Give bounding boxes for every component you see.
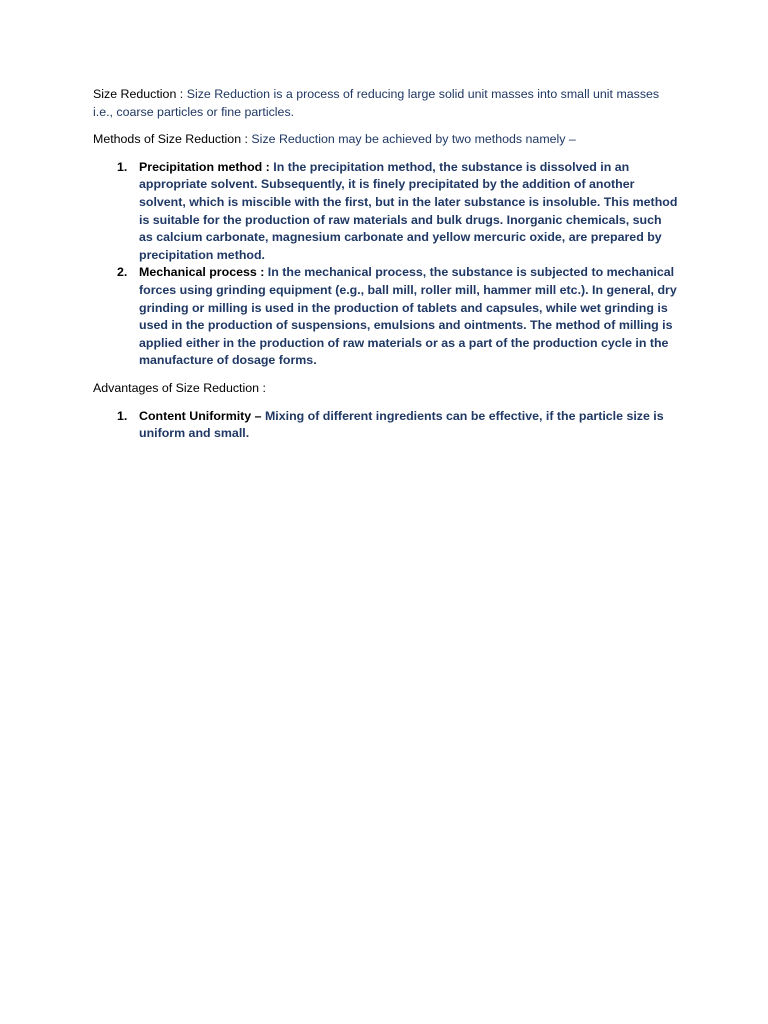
precipitation-text: In the precipitation method, the substance is dissolved in an appropriate solvent. Subsequently, it is finely precipitated by the addition of another solvent, which is miscible with the first, but in the later substance is insoluble. This method is suitable for the production of raw materials and bulk drugs. Inorganic chemicals, such as calcium carbonate, magnesium carbonate and yellow mercuric oxide, are prepared by precipitation method.	[139, 159, 678, 262]
methods-paragraph	[93, 131, 678, 149]
size-reduction-paragraph	[93, 86, 678, 121]
methods-list	[93, 159, 678, 370]
list-item-precipitation	[93, 159, 678, 265]
list-item-mechanical	[93, 264, 678, 370]
document-page	[93, 86, 678, 453]
list-item-content-uniformity	[93, 408, 678, 443]
methods-label: Methods of Size Reduction :	[93, 132, 248, 147]
precipitation-term: Precipitation method :	[139, 159, 270, 174]
list-number: 1.	[117, 159, 128, 174]
methods-text: Size Reduction may be achieved by two methods namely –	[251, 132, 576, 147]
list-number: 1.	[117, 408, 128, 423]
list-number: 2.	[117, 265, 128, 280]
content-uniformity-text: Mixing of different ingredients can be effective, if the particle size is uniform and small.	[139, 408, 664, 441]
advantages-list	[93, 408, 678, 443]
size-reduction-label: Size Reduction :	[93, 87, 184, 101]
advantages-paragraph	[93, 380, 678, 398]
mechanical-text: In the mechanical process, the substance is subjected to mechanical forces using grinding equipment (e.g., ball mill, roller mill, hammer mill etc.). In general, dry grinding or milling is used in the production of tablets and capsules, while wet grinding is used in the production of suspensions, emulsions and ointments. The method of milling is applied either in the production of raw materials or as a part of the production cycle in the manufacture of dosage forms.	[139, 265, 677, 368]
mechanical-term: Mechanical process :	[139, 265, 265, 280]
advantages-label: Advantages of Size Reduction :	[93, 380, 266, 395]
content-uniformity-term: Content Uniformity –	[139, 408, 262, 423]
size-reduction-text: Size Reduction is a process of reducing large solid unit masses into small unit masses i.e., coarse particles or fine particles.	[93, 87, 660, 119]
